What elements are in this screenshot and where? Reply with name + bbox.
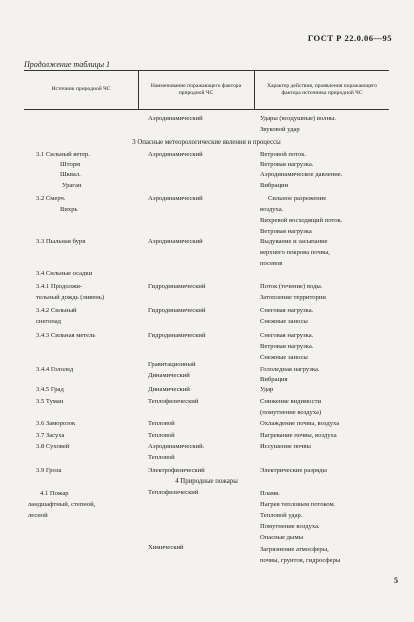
factor-3-9: Электрофизический (148, 467, 205, 474)
source-3-8: 3.8 Суховей (36, 443, 70, 450)
factor-4-1-chem: Химический (148, 544, 184, 551)
table-continuation-label: Продолжение таблицы 1 (24, 60, 111, 69)
nature-3-4-4: Гололедная нагрузка. (260, 366, 320, 373)
nature-3-3: Выдувание и засыпание (260, 238, 328, 245)
factor-3-3: Аэродинамический (148, 238, 203, 245)
source-3-2-vortex: Вихрь (60, 206, 78, 213)
nature-3-4-4-b: Вибрация (260, 376, 288, 383)
header-nature: Характер действия, проявления поражающего фактора источника природной ЧС (266, 82, 377, 96)
factor-3-6: Тепловой (148, 420, 175, 427)
nature-3-9: Электрические разряды (260, 467, 327, 474)
source-3-7: 3.7 Засуха (36, 432, 65, 439)
source-4-1-types: ландшафтный, степной, (28, 501, 96, 508)
page-number: 5 (394, 576, 398, 585)
source-3-4-4: 3.4.4 Гололед (36, 366, 74, 373)
source-4-1-forest: лесной (28, 512, 48, 519)
source-3-4: 3.4 Сильные осадки (36, 270, 93, 277)
source-3-4-2: 3.4.2 Сильный (36, 307, 77, 314)
table-header (24, 70, 389, 110)
nature-3-4-3-b: Ветровая нагрузка. (260, 343, 314, 350)
nature-4-1-d: Помутнение воздуха. (260, 523, 320, 530)
source-3-2: 3.2 Смерч. (36, 195, 66, 202)
nature-0-b: Звуковой удар (260, 126, 300, 133)
nature-3-2-b: воздуха. (260, 206, 284, 213)
nature-3-1: Ветровой поток. (260, 151, 307, 158)
factor-3-4-5: Динамический (148, 386, 190, 393)
nature-3-4-2-b: Снежные заносы (260, 318, 308, 325)
nature-3-5-b: (помутнение воздуха) (260, 409, 322, 416)
nature-3-4-2: Снеговая нагрузка. (260, 307, 314, 314)
nature-3-4-3-c: Снежные заносы (260, 354, 308, 361)
nature-3-1-c: Аэродинамическое давление. (260, 171, 343, 178)
source-4-1: 4.1 Пожар (40, 490, 69, 497)
source-3-1-storm: Шторм (60, 161, 81, 168)
nature-3-3-c: посевов (260, 260, 283, 267)
nature-3-1-b: Ветровая нагрузка. (260, 161, 314, 168)
factor-3-7: Тепловой (148, 432, 175, 439)
source-3-4-1: 3.4.1 Продолжи- (36, 283, 83, 290)
factor-3-5: Теплофизический (148, 398, 199, 405)
factor-4-1: Теплофизический (148, 489, 199, 496)
factor-3-4-1: Гидродинамический (148, 283, 206, 290)
nature-4-1-e: Опасные дымы (260, 534, 304, 541)
factor-aero-0: Аэродинамический (148, 115, 203, 122)
nature-3-2-c: Вихревой восходящий поток. (260, 217, 343, 224)
nature-3-2-d: Ветровая нагрузка (260, 228, 312, 235)
factor-3-4-4-dyn: Динамический (148, 372, 190, 379)
factor-3-8-thermal: Тепловой (148, 454, 175, 461)
source-3-4-5: 3.4.5 Град (36, 386, 64, 393)
source-3-4-1-cont: тельный дождь (ливень) (36, 294, 105, 301)
section-heading-4: 4 Природные пожары (175, 478, 238, 485)
factor-3-4-3: Гидродинамический (148, 332, 206, 339)
nature-3-5: Снижение видимости (260, 398, 321, 405)
header-factor: Наименование поражающего фактора природной ЧС (150, 82, 242, 96)
nature-3-1-d: Вибрации (260, 182, 289, 189)
source-3-6: 3.6 Заморозок (36, 420, 76, 427)
nature-3-2: Сильное разрежение (268, 195, 327, 202)
nature-0: Удары (воздушные) волны. (260, 115, 337, 122)
factor-3-1: Аэродинамический (148, 151, 203, 158)
nature-4-1: Пламя. (260, 490, 280, 497)
nature-3-3-b: верхнего покрова почвы, (260, 249, 330, 256)
factor-3-2: Аэродинамический (148, 195, 203, 202)
nature-3-7: Нагревание почвы, воздуха (260, 432, 337, 439)
factor-3-4-4: Гравитационный (148, 361, 196, 368)
nature-4-1-b: Нагрев тепловым потоком. (260, 501, 336, 508)
standard-header: ГОСТ Р 22.0.06—95 (307, 33, 392, 43)
source-3-3: 3.3 Пыльная буря (36, 238, 86, 245)
source-3-1: 3.1 Сильный ветер. (36, 151, 91, 158)
source-3-4-3: 3.4.3 Сильная метель (36, 332, 96, 339)
nature-3-4-5: Удар (260, 386, 274, 393)
hazard-table (24, 70, 389, 564)
source-3-9: 3.9 Гроза (36, 467, 62, 474)
nature-4-1-c: Тепловой удар. (260, 512, 303, 519)
nature-3-4-1-b: Затопление территории (260, 294, 326, 301)
source-3-1-hurricane: Ураган (62, 182, 82, 189)
nature-4-1-g: почвы, грунтов, гидросферы (260, 557, 341, 564)
nature-3-4-3: Снеговая нагрузка. (260, 332, 314, 339)
nature-3-6: Охлаждение почвы, воздуха (260, 420, 340, 427)
source-3-5: 3.5 Туман (36, 398, 64, 405)
header-source: Источник природной ЧС (51, 86, 111, 93)
nature-4-1-f: Загрязнение атмосферы, (260, 546, 329, 553)
nature-3-4-1: Поток (течение) воды. (260, 283, 323, 290)
source-3-1-squall: Шквал. (60, 171, 81, 178)
section-heading-3: 3 Опасные метеорологические явления и процессы (132, 139, 281, 146)
nature-3-8: Иссушение почвы (260, 443, 311, 450)
source-3-4-2-cont: снегопад (36, 318, 62, 325)
factor-3-4-2: Гидродинамический (148, 307, 206, 314)
factor-3-8: Аэродинамический. (148, 443, 205, 450)
